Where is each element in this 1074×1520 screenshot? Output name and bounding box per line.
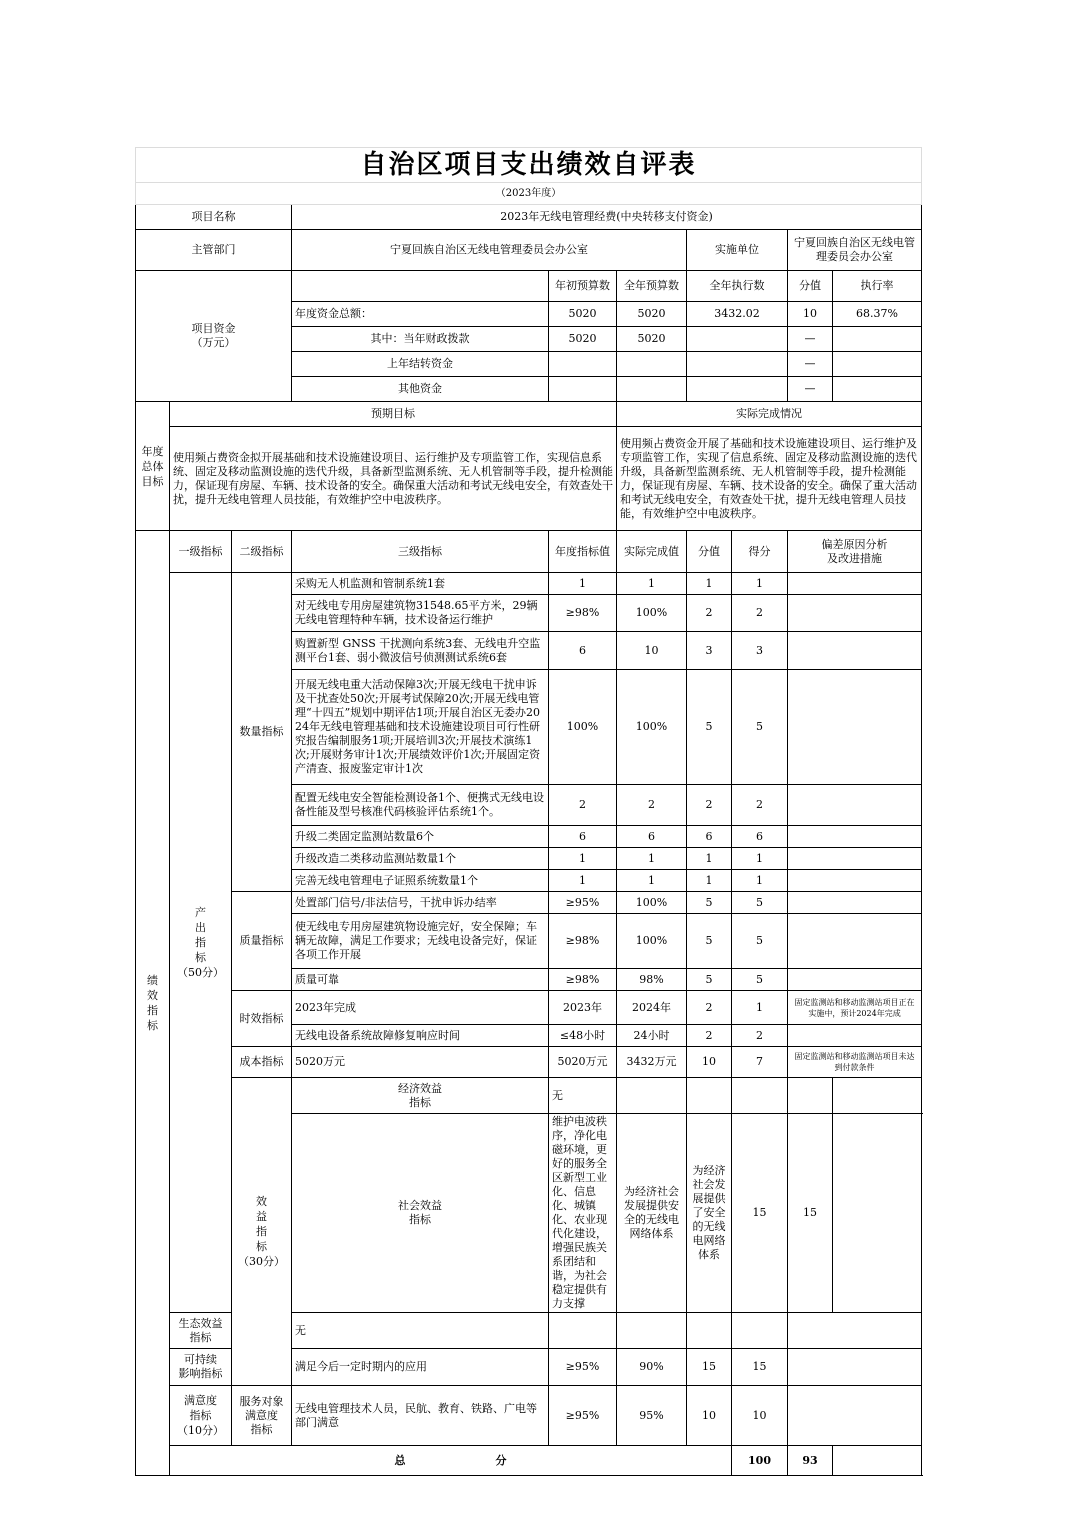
indicator-name: 无 (292, 1313, 549, 1349)
funds-row-name: 年度资金总额： (292, 302, 549, 327)
total-score: 93 (788, 1446, 833, 1476)
indicator-target: 为经济社会发展提供安全的无线电网络体系 (617, 1114, 687, 1313)
page-title: 自治区项目支出绩效自评表 (136, 148, 922, 183)
indicator-row (136, 1386, 922, 1446)
indicator-score: 10 (732, 1386, 788, 1446)
indicator-actual: 3432万元 (617, 1047, 687, 1078)
indicator-row (136, 892, 922, 914)
cost-label: 成本指标 (232, 1047, 292, 1078)
indicator-score-val: 3 (687, 632, 732, 670)
satisfaction-sub-label: 服务对象 满意度 指标 (232, 1386, 292, 1446)
indicator-score-val: 5 (687, 969, 732, 991)
indicator-actual: 1 (617, 573, 687, 595)
funds-row-name: 其他资金 (292, 377, 549, 402)
indicator-actual: 100% (617, 892, 687, 914)
economic-label: 经济效益 指标 (292, 1078, 549, 1114)
funds-row-init (549, 377, 617, 402)
indicator-target (549, 1313, 617, 1349)
indicator-target: ≥95% (549, 1349, 617, 1386)
indicator-row (136, 991, 922, 1025)
indicator-score: 1 (732, 991, 788, 1025)
indicator-name: 购置新型 GNSS 干扰测向系统3套、无线电升空监测平台1套、弱小微波信号侦测测试系统6套 (292, 632, 549, 670)
funds-label: 项目资金 （万元） (136, 271, 292, 402)
indicator-target: ≥98% (549, 595, 617, 632)
indicator-target: 1 (549, 848, 617, 870)
indicator-score: 1 (732, 848, 788, 870)
total-score-val: 100 (732, 1446, 788, 1476)
indicator-name: 无线电管理技术人员，民航、教育、铁路、广电等部门满意 (292, 1386, 549, 1446)
funds-header-rate: 执行率 (833, 271, 922, 302)
indicator-name: 无 (549, 1078, 617, 1114)
indicator-score: 1 (732, 573, 788, 595)
total-label-a: 总 (394, 1453, 406, 1467)
header-lvl3: 三级指标 (292, 531, 549, 573)
report-year: （2023年度） (136, 183, 922, 205)
indicator-target: 100% (549, 670, 617, 785)
indicator-actual: 10 (617, 632, 687, 670)
indicator-actual: 100% (617, 595, 687, 632)
funds-row-name: 上年结转资金 (292, 352, 549, 377)
indicator-score-val: 5 (687, 670, 732, 785)
indicator-name: 维护电波秩序，净化电磁环境，更好的服务全区新型工业化、信息化、城镇化、农业现代化建设，增强民族关系团结和谐，为社会稳定提供有力支撑 (549, 1114, 617, 1313)
indicator-reason (788, 826, 922, 848)
indicator-name: 对无线电专用房屋建筑物31548.65平方米，29辆无线电管理特种车辆，技术设备运行维护 (292, 595, 549, 632)
indicator-name: 质量可靠 (292, 969, 549, 991)
indicator-score-val: 5 (687, 914, 732, 969)
indicator-name: 开展无线电重大活动保障3次;开展无线电干扰申诉及干扰查处50次;开展考试保障20次;开展无线电管理“十四五”规划中期评估1项;开展自治区无委办2024年无线电管理基础和技术设施建设项目可行性研究报告编制服务1项;开展培训3次;开展技术演练1次;开展财务审计1次;开展绩效评价1次;开展固定资产清查、报废鉴定审计1次 (292, 670, 549, 785)
funds-row-init (549, 352, 617, 377)
goals-actual-label: 实际完成情况 (617, 402, 922, 427)
indicator-score (788, 1078, 833, 1114)
indicator-score: 6 (732, 826, 788, 848)
funds-header-blank (292, 271, 549, 302)
header-lvl1: 一级指标 (170, 531, 232, 573)
header-actual: 实际完成值 (617, 531, 687, 573)
total-label (170, 1446, 732, 1476)
total-reason (833, 1446, 922, 1476)
funds-row-exec (687, 377, 788, 402)
indicator-reason (788, 870, 922, 892)
project-name: 2023年无线电管理经费(中央转移支付资金) (292, 205, 922, 230)
satisfaction-label: 满意度 指标 （10分） (170, 1386, 232, 1446)
indicators-section-label: 绩 效 指 标 (136, 531, 170, 1476)
indicator-reason (788, 632, 922, 670)
indicator-score: 2 (732, 785, 788, 826)
indicator-score: 5 (732, 892, 788, 914)
indicator-score-val: 2 (687, 785, 732, 826)
indicator-target: ≥98% (549, 914, 617, 969)
indicator-reason (788, 670, 922, 785)
indicator-score-val: 15 (687, 1349, 732, 1386)
indicator-score: 3 (732, 632, 788, 670)
funds-header-full: 全年预算数 (617, 271, 687, 302)
indicator-target: ≤48小时 (549, 1025, 617, 1047)
funds-header-init: 年初预算数 (549, 271, 617, 302)
funds-row-score-val: — (788, 327, 833, 352)
indicator-target: 6 (549, 632, 617, 670)
impl-label: 实施单位 (687, 230, 788, 271)
indicator-score: 7 (732, 1047, 788, 1078)
funds-row-score-val: 10 (788, 302, 833, 327)
funds-row-score-val: — (788, 377, 833, 402)
header-target: 年度指标值 (549, 531, 617, 573)
funds-row-rate: 68.37% (833, 302, 922, 327)
funds-row-init: 5020 (549, 302, 617, 327)
goals-expected-text: 使用频占费资金拟开展基础和技术设施建设项目、运行维护及专项监管工作，实现信息系统、固定及移动监测设施的迭代升级，具备新型监测系统、无人机管制等手段，提升检测能力，保证现有房屋、车辆、技术设备的安全。确保重大活动和考试无线电安全，有效查处干扰，提升无线电管理人员技能，有效维护空中电波秩序。 (170, 427, 617, 531)
indicator-score: 15 (732, 1349, 788, 1386)
funds-row-full: 5020 (617, 327, 687, 352)
indicator-actual (687, 1078, 732, 1114)
funds-row-rate (833, 352, 922, 377)
indicator-target: 5020万元 (549, 1047, 617, 1078)
eco-label: 生态效益 指标 (170, 1313, 232, 1349)
indicator-actual: 为经济社会发展提供了安全的无线电网络体系 (687, 1114, 732, 1313)
indicator-name: 配置无线电安全智能检测设备1个、便携式无线电设备性能及型号核准代码核验评估系统1个。 (292, 785, 549, 826)
indicator-score: 2 (732, 1025, 788, 1047)
indicator-reason (788, 573, 922, 595)
funds-row-exec (687, 352, 788, 377)
indicator-name: 升级改造二类移动监测站数量1个 (292, 848, 549, 870)
social-label: 社会效益 指标 (292, 1114, 549, 1313)
indicator-score-val: 10 (687, 1386, 732, 1446)
indicator-actual: 98% (617, 969, 687, 991)
total-label-b: 分 (495, 1453, 507, 1467)
indicator-reason (788, 1386, 922, 1446)
indicator-score (732, 1313, 788, 1349)
header-reason: 偏差原因分析 及改进措施 (788, 531, 922, 573)
funds-header-score-val: 分值 (788, 271, 833, 302)
indicator-score: 1 (732, 870, 788, 892)
sustain-label: 可持续 影响指标 (170, 1349, 232, 1386)
indicator-actual (617, 1313, 687, 1349)
header-score: 得分 (732, 531, 788, 573)
indicator-name: 完善无线电管理电子证照系统数量1个 (292, 870, 549, 892)
indicator-actual: 90% (617, 1349, 687, 1386)
indicator-name: 处置部门信号/非法信号，干扰申诉办结率 (292, 892, 549, 914)
quality-label: 质量指标 (232, 892, 292, 991)
indicator-score-val: 2 (687, 1025, 732, 1047)
header-lvl2: 二级指标 (232, 531, 292, 573)
goals-expected-label: 预期目标 (170, 402, 617, 427)
indicator-score-val: 5 (687, 892, 732, 914)
indicator-score-val: 2 (687, 991, 732, 1025)
dept-label: 主管部门 (136, 230, 292, 271)
indicator-score-val (732, 1078, 788, 1114)
indicator-actual: 95% (617, 1386, 687, 1446)
indicator-score: 15 (788, 1114, 833, 1313)
indicator-actual: 100% (617, 914, 687, 969)
indicator-score-val: 2 (687, 595, 732, 632)
indicator-reason (788, 969, 922, 991)
indicator-target: 2 (549, 785, 617, 826)
indicator-score-val: 1 (687, 848, 732, 870)
indicator-score: 5 (732, 670, 788, 785)
funds-row-name: 其中：当年财政拨款 (292, 327, 549, 352)
indicator-actual: 100% (617, 670, 687, 785)
funds-row-init: 5020 (549, 327, 617, 352)
funds-header-exec: 全年执行数 (687, 271, 788, 302)
funds-row-full (617, 377, 687, 402)
funds-row-score-val: — (788, 352, 833, 377)
indicator-row (136, 1047, 922, 1078)
indicator-reason (788, 914, 922, 969)
indicator-reason (788, 785, 922, 826)
indicator-reason (788, 892, 922, 914)
header-score-val: 分值 (687, 531, 732, 573)
indicator-score-val: 15 (732, 1114, 788, 1313)
indicator-reason (788, 848, 922, 870)
indicator-reason: 固定监测站和移动监测站项目正在实施中，预计2024年完成 (788, 991, 922, 1025)
goals-actual-text: 使用频占费资金开展了基础和技术设施建设项目、运行维护及专项监管工作，实现了信息系统、固定及移动监测设施的迭代升级，具备新型监测系统、无人机管制等手段，提升检测能力，保证现有房屋、车辆、技术设备的安全。确保了重大活动和考试无线电安全，有效查处干扰，提升无线电管理人员技能，有效维护空中电波秩序。 (617, 427, 922, 531)
indicator-score-val: 10 (687, 1047, 732, 1078)
indicator-reason (833, 1114, 922, 1313)
indicator-actual: 1 (617, 870, 687, 892)
indicator-row (136, 1078, 922, 1114)
indicator-name: 满足今后一定时期内的应用 (292, 1349, 549, 1386)
indicator-reason (788, 1313, 922, 1349)
benefit-label: 效 益 指 标 （30分） (232, 1078, 292, 1386)
indicator-name: 升级二类固定监测站数量6个 (292, 826, 549, 848)
indicator-score-val: 1 (687, 870, 732, 892)
indicator-actual: 2 (617, 785, 687, 826)
indicator-reason (833, 1078, 922, 1114)
indicator-name: 使无线电专用房屋建筑物设施完好，安全保障；车辆无故障，满足工作要求；无线电设备完好，保证各项工作开展 (292, 914, 549, 969)
indicator-score: 5 (732, 969, 788, 991)
total-row (136, 1446, 922, 1476)
indicator-name: 2023年完成 (292, 991, 549, 1025)
indicator-actual: 2024年 (617, 991, 687, 1025)
indicator-target: ≥98% (549, 969, 617, 991)
goals-label: 年度 总体 目标 (136, 402, 170, 531)
indicator-reason (788, 1025, 922, 1047)
indicator-score-val: 6 (687, 826, 732, 848)
indicator-score: 5 (732, 914, 788, 969)
evaluation-table (135, 147, 922, 1476)
indicator-target: 1 (549, 573, 617, 595)
indicator-actual: 1 (617, 848, 687, 870)
funds-row-rate (833, 377, 922, 402)
dept-value: 宁夏回族自治区无线电管理委员会办公室 (292, 230, 687, 271)
indicator-target (617, 1078, 687, 1114)
impl-value: 宁夏回族自治区无线电管理委员会办公室 (788, 230, 922, 271)
funds-row-exec: 3432.02 (687, 302, 788, 327)
evaluation-sheet (135, 147, 921, 1476)
indicator-target: 2023年 (549, 991, 617, 1025)
indicator-target: ≥95% (549, 1386, 617, 1446)
time-label: 时效指标 (232, 991, 292, 1047)
indicator-score-val: 1 (687, 573, 732, 595)
indicator-actual: 6 (617, 826, 687, 848)
indicator-target: ≥95% (549, 892, 617, 914)
indicator-score-val (687, 1313, 732, 1349)
funds-row-rate (833, 327, 922, 352)
indicator-target: 1 (549, 870, 617, 892)
funds-row-exec (687, 327, 788, 352)
indicator-reason: 固定监测站和移动监测站项目未达到付款条件 (788, 1047, 922, 1078)
indicator-score: 2 (732, 595, 788, 632)
indicator-target: 6 (549, 826, 617, 848)
project-name-label: 项目名称 (136, 205, 292, 230)
funds-row-full: 5020 (617, 302, 687, 327)
indicator-name: 采购无人机监测和管制系统1套 (292, 573, 549, 595)
indicator-reason (788, 595, 922, 632)
output-label: 产 出 指 标 （50分） (170, 573, 232, 1313)
indicator-actual: 24小时 (617, 1025, 687, 1047)
quantity-label: 数量指标 (232, 573, 292, 892)
indicator-row (136, 573, 922, 595)
indicator-name: 无线电设备系统故障修复响应时间 (292, 1025, 549, 1047)
indicator-reason (788, 1349, 922, 1386)
indicator-name: 5020万元 (292, 1047, 549, 1078)
funds-row-full (617, 352, 687, 377)
